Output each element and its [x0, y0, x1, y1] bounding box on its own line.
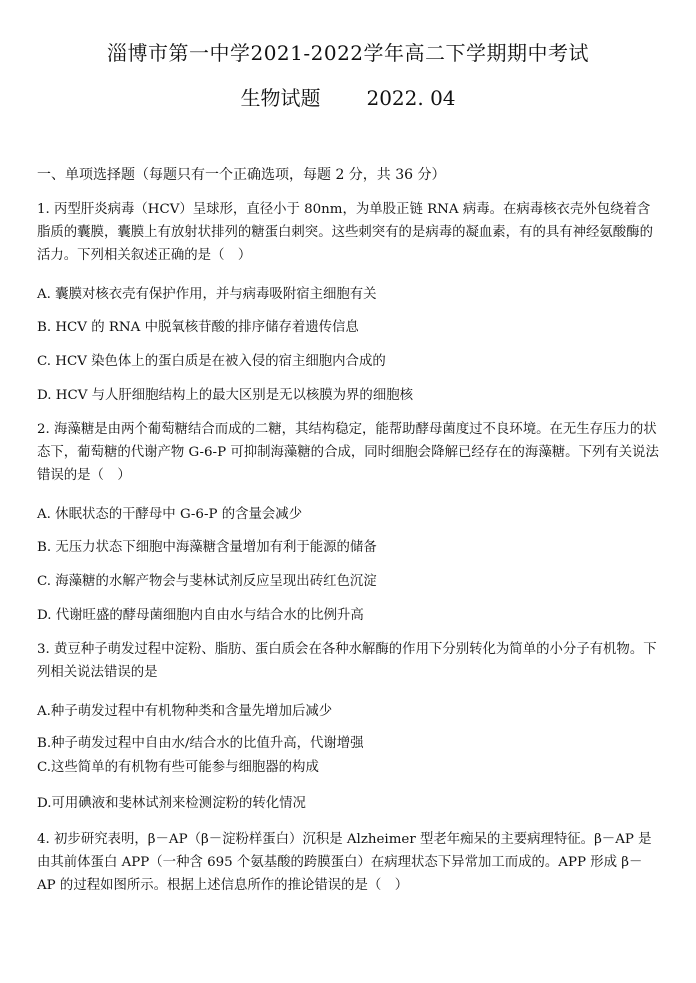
- question-3-option-a: A.种子萌发过程中有机物种类和含量先增加后减少: [37, 704, 333, 719]
- question-4-stem: 4. 初步研究表明，β－AP（β－淀粉样蛋白）沉积是 Alzheimer 型老年痴呆的主要病理特征。β－AP 是由其前体蛋白 APP（一种含 695 个氨基酸的跨膜蛋白）在病理状态下异常加工而成的。APP 形成 β－AP 的过程如图所示。根据上述信息所作的推论错误的是（ ）: [37, 832, 652, 893]
- question-1-stem: 1. 丙型肝炎病毒（HCV）呈球形，直径小于 80nm，为单股正链 RNA 病毒。在病毒核衣壳外包绕着含脂质的囊膜，囊膜上有放射状排列的糖蛋白刺突。这些刺突有的是病毒的凝血素，有的具有神经氨酸酶的活力。下列相关叙述正确的是（ ）: [37, 202, 653, 263]
- exam-subtitle: [0, 82, 696, 111]
- exam-date: 2022. 04: [366, 86, 456, 110]
- section-heading: 一、单项选择题（每题只有一个正确选项，每题 2 分，共 36 分）: [37, 167, 446, 183]
- question-2-option-d: D. 代谢旺盛的酵母菌细胞内自由水与结合水的比例升高: [37, 608, 364, 623]
- question-3-option-b: B.种子萌发过程中自由水/结合水的比值升高，代谢增强: [37, 736, 364, 751]
- subject-title: 生物试题: [240, 86, 321, 110]
- question-3-option-c: C.这些简单的有机物有些可能参与细胞器的构成: [37, 760, 319, 775]
- question-3-stem: 3. 黄豆种子萌发过程中淀粉、脂肪、蛋白质会在各种水解酶的作用下分别转化为简单的小分子有机物。下列相关说法错误的是: [37, 642, 657, 680]
- question-2-option-b: B. 无压力状态下细胞中海藻糖含量增加有利于能源的储备: [37, 540, 377, 555]
- question-2-option-a: A. 休眠状态的干酵母中 G-6-P 的含量会减少: [37, 507, 303, 522]
- question-2-option-c: C. 海藻糖的水解产物会与斐林试剂反应呈现出砖红色沉淀: [37, 574, 377, 589]
- question-1-option-d: D. HCV 与人肝细胞结构上的最大区别是无以核膜为界的细胞核: [37, 388, 413, 403]
- question-3-option-d: D.可用碘液和斐林试剂来检测淀粉的转化情况: [37, 796, 306, 811]
- question-1-option-c: C. HCV 染色体上的蛋白质是在被入侵的宿主细胞内合成的: [37, 354, 386, 369]
- exam-title: 淄博市第一中学2021-2022学年高二下学期期中考试: [106, 41, 590, 65]
- question-1-option-b: B. HCV 的 RNA 中脱氧核苷酸的排序储存着遗传信息: [37, 320, 359, 335]
- question-2-stem: 2. 海藻糖是由两个葡萄糖结合而成的二糖，其结构稳定，能帮助酵母菌度过不良环境。在无生存压力的状态下，葡萄糖的代谢产物 G-6-P 可抑制海藻糖的合成，同时细胞会降解已经存在的海藻糖。下列有关说法错误的是（ ）: [37, 422, 659, 483]
- question-1-option-a: A. 囊膜对核衣壳有保护作用，并与病毒吸附宿主细胞有关: [37, 287, 377, 302]
